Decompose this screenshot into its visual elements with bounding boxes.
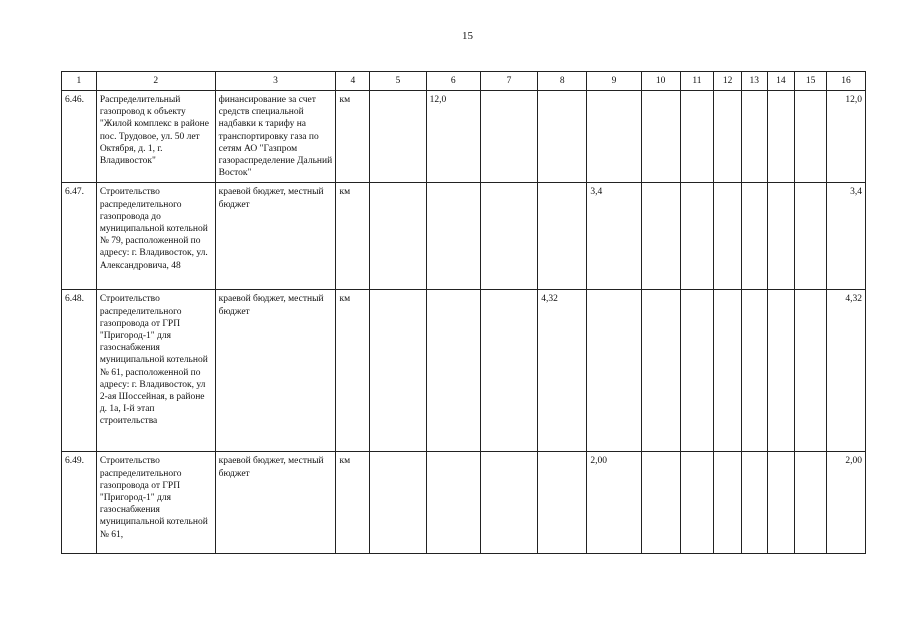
value-cell: [714, 183, 742, 290]
column-header: 4: [336, 72, 370, 91]
value-cell: [741, 290, 767, 452]
value-cell: [641, 183, 680, 290]
value-cell: [641, 290, 680, 452]
value-cell: [641, 452, 680, 554]
column-header: 12: [714, 72, 742, 91]
total-cell: 2,00: [826, 452, 865, 554]
column-header: 14: [767, 72, 795, 91]
value-cell: 2,00: [587, 452, 641, 554]
value-cell: [767, 452, 795, 554]
value-cell: [480, 452, 537, 554]
value-cell: [680, 290, 714, 452]
value-cell: [680, 91, 714, 183]
column-header: 7: [480, 72, 537, 91]
value-cell: [795, 183, 827, 290]
column-header: 2: [96, 72, 215, 91]
row-number: 6.48.: [62, 290, 97, 452]
value-cell: [714, 91, 742, 183]
value-cell: [767, 290, 795, 452]
value-cell: [480, 91, 537, 183]
value-cell: [795, 452, 827, 554]
table-row: [62, 290, 866, 452]
object-name: Распределительный газопровод к объекту "Жилой комплекс в районе пос. Трудовое, ул. 50 лет Октября, д. 1, г. Владивосток": [96, 91, 215, 183]
unit: км: [336, 452, 370, 554]
value-cell: [480, 290, 537, 452]
column-header: 13: [741, 72, 767, 91]
funding-source: финансирование за счет средств специальной надбавки к тарифу на транспортировку газа по сетям АО "Газпром газораспределение Дальний Восток": [215, 91, 336, 183]
value-cell: [426, 452, 480, 554]
column-header: 5: [370, 72, 426, 91]
value-cell: [767, 183, 795, 290]
value-cell: 12,0: [426, 91, 480, 183]
page-number: 15: [462, 30, 473, 42]
value-cell: [370, 91, 426, 183]
column-header: 16: [826, 72, 865, 91]
value-cell: [370, 183, 426, 290]
header-row: [62, 72, 866, 91]
object-name: Строительство распределительного газопровода от ГРП "Пригород-1" для газоснабжения муниципальной котельной № 61,: [96, 452, 215, 554]
column-header: 11: [680, 72, 714, 91]
value-cell: [680, 452, 714, 554]
column-header: 15: [795, 72, 827, 91]
unit: км: [336, 290, 370, 452]
column-header: 3: [215, 72, 336, 91]
column-header: 9: [587, 72, 641, 91]
column-header: 6: [426, 72, 480, 91]
value-cell: [741, 452, 767, 554]
column-header: 10: [641, 72, 680, 91]
value-cell: 4,32: [538, 290, 587, 452]
total-cell: 3,4: [826, 183, 865, 290]
value-cell: [426, 290, 480, 452]
total-cell: 4,32: [826, 290, 865, 452]
value-cell: [480, 183, 537, 290]
funding-source: краевой бюджет, местный бюджет: [215, 183, 336, 290]
value-cell: [714, 290, 742, 452]
funding-source: краевой бюджет, местный бюджет: [215, 290, 336, 452]
value-cell: [767, 91, 795, 183]
value-cell: [680, 183, 714, 290]
value-cell: [795, 91, 827, 183]
value-cell: [538, 91, 587, 183]
row-number: 6.47.: [62, 183, 97, 290]
value-cell: 3,4: [587, 183, 641, 290]
funding-source: краевой бюджет, местный бюджет: [215, 452, 336, 554]
value-cell: [741, 183, 767, 290]
unit: км: [336, 91, 370, 183]
value-cell: [370, 452, 426, 554]
value-cell: [426, 183, 480, 290]
column-header: 1: [62, 72, 97, 91]
value-cell: [538, 183, 587, 290]
value-cell: [741, 91, 767, 183]
unit: км: [336, 183, 370, 290]
table-row: [62, 91, 866, 183]
value-cell: [714, 452, 742, 554]
row-number: 6.49.: [62, 452, 97, 554]
value-cell: [370, 290, 426, 452]
object-name: Строительство распределительного газопровода до муниципальной котельной № 79, расположенной по адресу: г. Владивосток, ул. Александровича, 48: [96, 183, 215, 290]
table-row: [62, 452, 866, 554]
value-cell: [795, 290, 827, 452]
row-number: 6.46.: [62, 91, 97, 183]
column-header: 8: [538, 72, 587, 91]
value-cell: [641, 91, 680, 183]
data-table: [61, 71, 866, 554]
object-name: Строительство распределительного газопровода от ГРП "Пригород-1" для газоснабжения муниципальной котельной № 61, расположенной по адресу: г. Владивосток, ул 2-ая Шоссейная, в районе д. 1а, I-й этап строительства: [96, 290, 215, 452]
value-cell: [538, 452, 587, 554]
total-cell: 12,0: [826, 91, 865, 183]
value-cell: [587, 91, 641, 183]
table-row: [62, 183, 866, 290]
value-cell: [587, 290, 641, 452]
